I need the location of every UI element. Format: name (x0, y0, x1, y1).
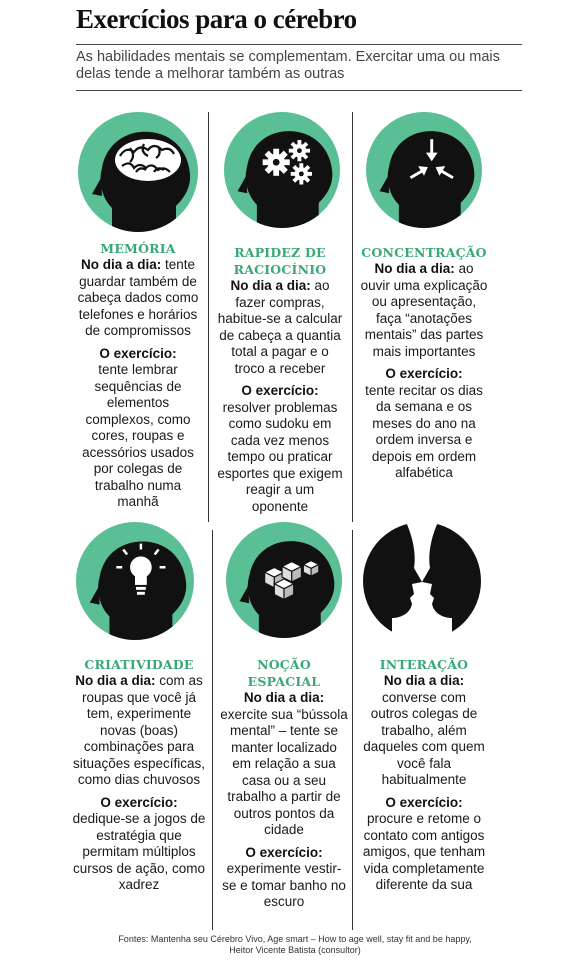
creativity-illustration (76, 522, 194, 640)
card-creativity (72, 656, 206, 894)
exercise-label: O exercício: (99, 345, 177, 361)
day-text: converse com outros colegas de trabalho, além daqueles com quem você fala habitualmente (363, 689, 485, 787)
day-label: No dia a dia: (243, 690, 325, 705)
day-section (362, 673, 486, 789)
day-label: No dia a dia: (230, 278, 311, 293)
card-heading: CONCENTRAÇÃO (361, 245, 487, 260)
exercise-label: O exercício: (245, 844, 323, 860)
exercise-text: resolver problemas como sudoku em cada vez menos tempo ou praticar esportes que exigem reagir a um oponente (217, 399, 343, 514)
column-divider (212, 530, 213, 930)
card-heading: INTERAÇÃO (379, 657, 469, 672)
card-spatial (220, 656, 348, 911)
memory-illustration (78, 112, 198, 232)
concentration-illustration (366, 112, 482, 228)
day-text: ao fazer compras, habitue-se a calcular de cabeça a quantia total a pagar e o troco a receber (217, 278, 343, 376)
gears-icon (224, 112, 340, 228)
day-label: No dia a dia: (383, 673, 465, 688)
card-heading: RAPIDEZ DE RACIOCÍNIO (233, 245, 327, 277)
day-section (74, 257, 202, 340)
day-text: tente guardar também de cabeça dados como telefones e horários de compromissos (77, 257, 199, 338)
card-heading: CRIATIVIDADE (84, 657, 194, 672)
subtitle-rule (76, 90, 522, 91)
day-text: com as roupas que você já tem, experimente novas (boas) combinações para situações específicas, como dias chuvosos (72, 673, 206, 787)
two-faces-icon (362, 522, 482, 640)
sources-footer (70, 934, 520, 956)
day-section (216, 278, 344, 377)
day-section (220, 690, 348, 839)
exercise-text: tente lembrar sequências de elementos complexos, como cores, roupas e acessórios usados por colegas de trabalho numa manhã (82, 362, 194, 509)
day-section (72, 673, 206, 789)
column-divider (352, 112, 353, 522)
exercise-text: dedique-se a jogos de estratégia que permitam múltiplos cursos de ação, como xadrez (72, 811, 206, 892)
day-section (360, 261, 488, 360)
brain-icon (78, 112, 198, 232)
card-heading: MEMÓRIA (100, 241, 176, 256)
spatial-illustration (226, 522, 342, 638)
exercise-text: experimente vestir-se e tomar banho no escuro (222, 861, 346, 909)
day-text: ao ouvir uma explicação ou apresentação, faça “anotações mentais” das partes mais importantes (360, 261, 488, 359)
converging-arrows-icon (366, 112, 482, 228)
column-divider (208, 112, 209, 522)
page-subtitle: As habilidades mentais se complementam. Exercitar uma ou mais delas tende a melhorar também as outras (76, 49, 500, 82)
interaction-illustration (362, 522, 482, 640)
exercise-label: O exercício: (241, 383, 319, 398)
day-label: No dia a dia: (80, 257, 162, 272)
exercise-label: O exercício: (385, 366, 463, 381)
day-label: No dia a dia: (75, 673, 156, 688)
day-label: No dia a dia: (374, 261, 455, 276)
title-rule (76, 44, 522, 45)
sources-line: Fontes: Mantenha seu Cérebro Vivo, Age smart – How to age well, stay fit and be happy, (118, 934, 472, 944)
lightbulb-icon (76, 522, 194, 640)
exercise-text: procure e retome o contato com antigos amigos, que tenham vida completamente diferente da sua (362, 811, 486, 892)
exercise-label: O exercício: (385, 794, 463, 810)
day-text: exercite sua “bússola mental” – tente se manter localizado em relação a sua casa ou a seu trabalho a partir de outros pontos da cidade (220, 706, 348, 837)
card-reasoning (216, 244, 344, 515)
column-divider (352, 530, 353, 930)
sources-line: Heitor Vicente Batista (consultor) (229, 945, 361, 955)
card-memory (74, 240, 202, 511)
page-title: Exercícios para o cérebro (76, 4, 357, 34)
exercise-label: O exercício: (100, 794, 178, 810)
exercise-text: tente recitar os dias da semana e os meses do ano na ordem inversa e depois em ordem alfabética (365, 382, 483, 480)
card-interaction (362, 656, 486, 894)
card-heading: NOÇÃO ESPACIAL (247, 657, 321, 689)
card-concentration (360, 244, 488, 482)
reasoning-illustration (224, 112, 340, 228)
cubes-icon (226, 522, 342, 638)
